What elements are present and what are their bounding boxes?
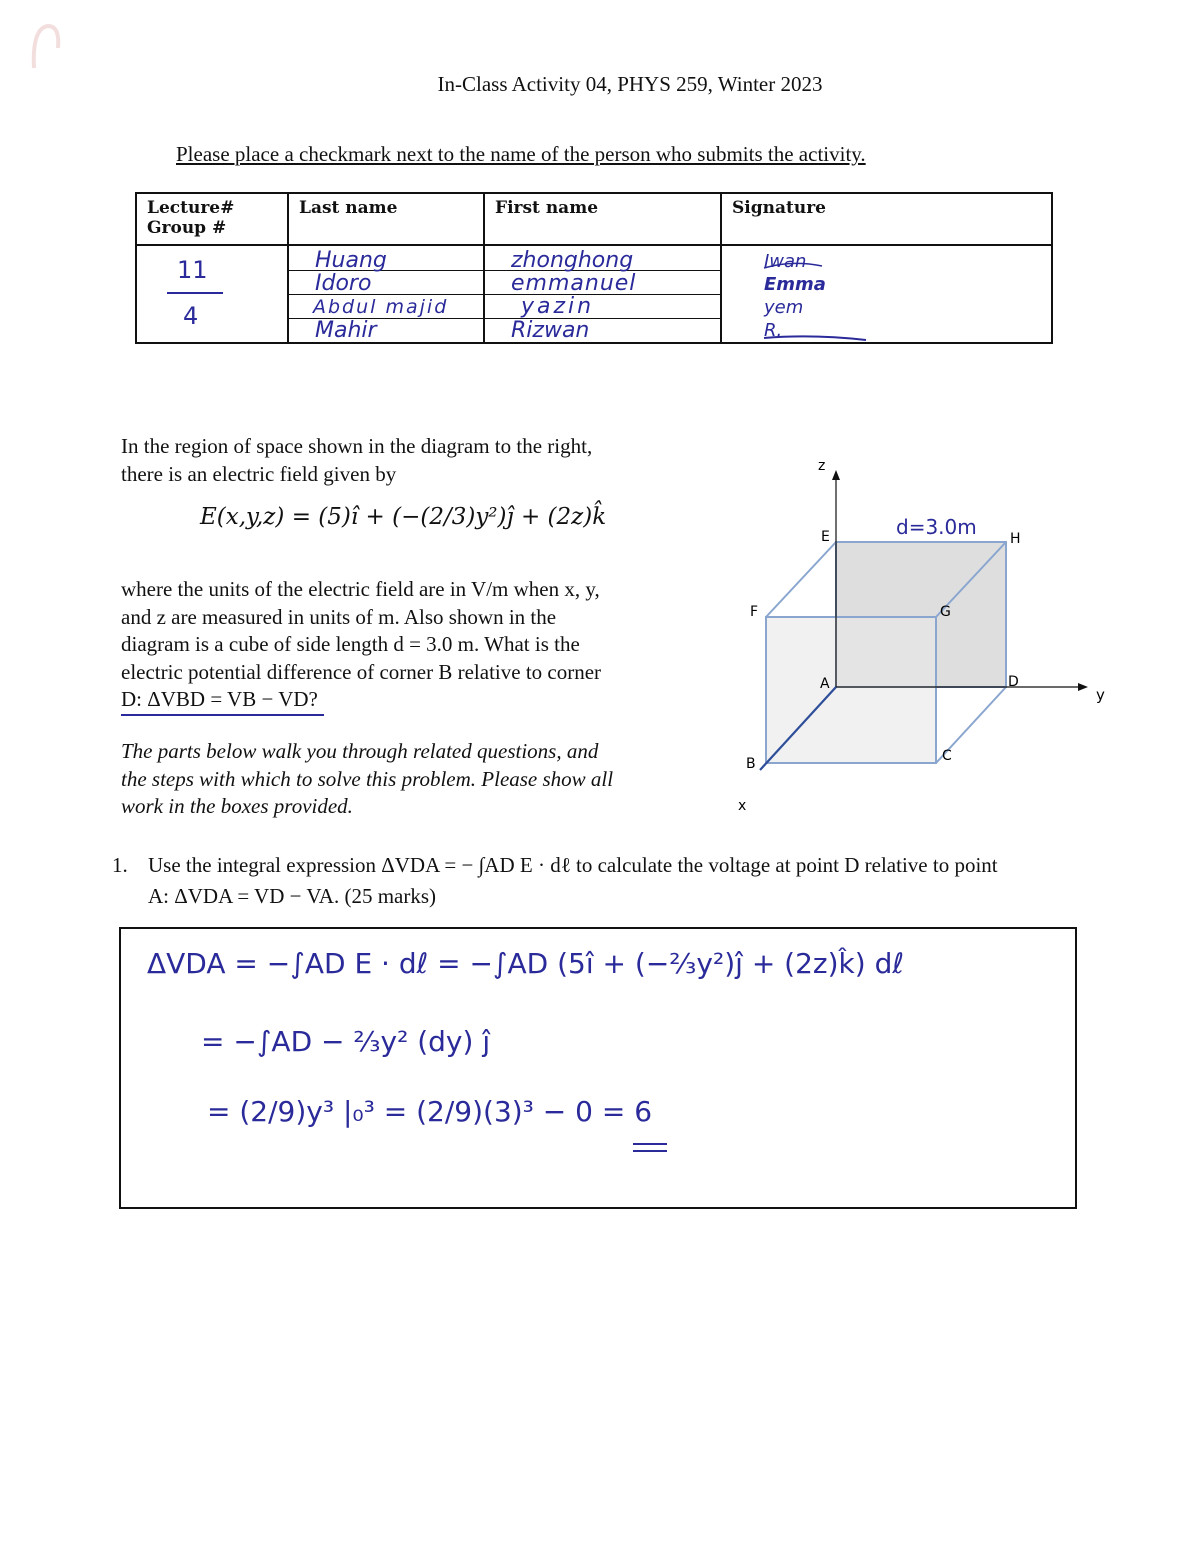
corner-b-label: B: [746, 756, 756, 772]
problem-description: [121, 576, 681, 716]
description-line: and z are measured in units of m. Also shown in the: [121, 604, 557, 629]
guidance-line: work in the boxes provided.: [121, 794, 353, 818]
fraction-bar: [167, 292, 223, 294]
corner-d-label: D: [1008, 674, 1019, 690]
cube-diagram: [720, 450, 1120, 820]
member-4-first: Rizwan: [511, 318, 590, 343]
corner-g-label: G: [940, 604, 951, 620]
answer-line-1: ΔVDA = −∫AD E · dℓ = −∫AD (5î + (−⅔y²)ĵ + (2z)k̂) dℓ: [147, 947, 904, 980]
signature-strokes: [762, 250, 872, 342]
problem-guidance: [121, 738, 691, 821]
y-axis-label: y: [1096, 686, 1105, 704]
question-number: 1.: [112, 853, 128, 877]
member-4-last: Mahir: [315, 318, 377, 343]
z-axis-arrow: [832, 470, 840, 480]
group-number: 4: [183, 302, 199, 330]
header-signature: Signature: [721, 193, 1052, 245]
submit-instruction: Please place a checkmark next to the name of the person who submits the activity.: [176, 142, 866, 166]
member-2-signature: Emma: [764, 274, 826, 295]
answer-box: [119, 927, 1077, 1209]
corner-c-label: C: [942, 748, 952, 764]
y-axis-arrow: [1078, 683, 1088, 691]
x-axis-label: x: [738, 798, 747, 814]
answer-underline: [633, 1143, 667, 1145]
last-names-cell: [288, 245, 484, 343]
col-lecture-label: Lecture#: [147, 198, 235, 218]
group-table: [135, 192, 1053, 344]
problem-intro: [121, 433, 691, 488]
answer-underline: [633, 1150, 667, 1152]
member-4-signature: R.: [764, 320, 783, 341]
field-equation: E(x,y,z) = (5)î + (−(2/3)y²)ĵ + (2z)k̂: [200, 504, 607, 530]
intro-line: there is an electric field given by: [121, 461, 397, 486]
col-group-label: Group #: [147, 218, 227, 238]
cube-front-face: [766, 617, 936, 763]
header-first-name: First name: [484, 193, 721, 245]
corner-a-label: A: [820, 676, 830, 692]
member-3-first: yazin: [521, 294, 595, 319]
member-1-first: zhonghong: [511, 248, 634, 273]
member-3-last: Abdul majid: [313, 296, 449, 318]
page-title: In-Class Activity 04, PHYS 259, Winter 2023: [437, 72, 823, 96]
description-line: where the units of the electric field are in V/m when x, y,: [121, 577, 600, 601]
description-line: D: ΔVBD = VB − VD?: [121, 686, 324, 716]
side-length-annotation: d=3.0m: [896, 515, 977, 539]
answer-line-3: = (2/9)y³ |₀³ = (2/9)(3)³ − 0 = 6: [207, 1095, 653, 1128]
question-line: Use the integral expression ΔVDA = − ∫AD E · dℓ to calculate the voltage at point D relative to point: [148, 853, 998, 877]
intro-line: In the region of space shown in the diagram to the right,: [121, 434, 593, 458]
header-last-name: Last name: [288, 193, 484, 245]
description-line: electric potential difference of corner B relative to corner: [121, 659, 602, 684]
member-2-first: emmanuel: [511, 271, 637, 296]
member-1-signature: Iwan: [764, 251, 807, 272]
corner-e-label: E: [821, 529, 830, 545]
corner-h-label: H: [1010, 531, 1021, 547]
guidance-line: the steps with which to solve this problem. Please show all: [121, 766, 614, 791]
header-lecture-group: [136, 193, 288, 245]
cube-edge: [766, 542, 836, 617]
corner-f-label: F: [750, 604, 759, 620]
question-text: [148, 850, 1108, 912]
guidance-line: The parts below walk you through related questions, and: [121, 739, 599, 763]
description-line: diagram is a cube of side length d = 3.0 m. What is the: [121, 632, 580, 656]
answer-line-2: = −∫AD − ⅔y² (dy) ĵ: [201, 1025, 491, 1058]
signatures-cell: [721, 245, 1052, 343]
lecture-number: 11: [177, 256, 208, 284]
lecture-group-cell: [136, 245, 288, 343]
first-names-cell: [484, 245, 721, 343]
member-2-last: Idoro: [315, 271, 372, 296]
question-line: A: ΔVDA = VD − VA. (25 marks): [148, 884, 437, 908]
corner-mark: [28, 18, 62, 70]
member-3-signature: yem: [764, 297, 804, 318]
z-axis-label: z: [818, 458, 826, 474]
member-1-last: Huang: [315, 248, 387, 273]
